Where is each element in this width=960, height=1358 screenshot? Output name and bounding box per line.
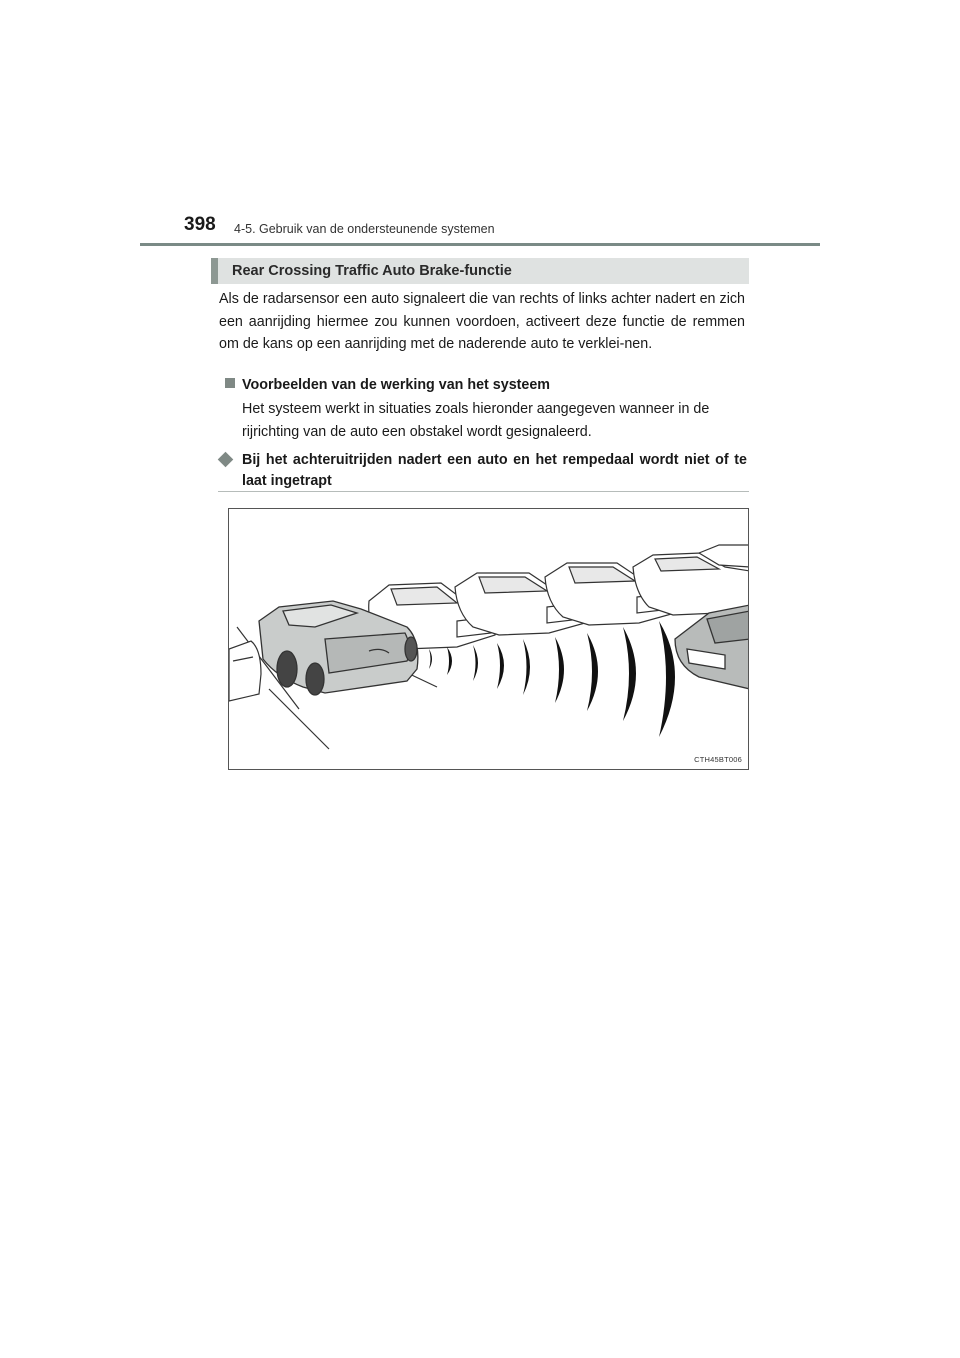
square-bullet-icon — [225, 378, 235, 388]
chapter-title: 4-5. Gebruik van de ondersteunende systemen — [234, 222, 495, 236]
case-divider — [218, 491, 749, 492]
case-heading — [218, 450, 747, 492]
subsection-paragraph: Het systeem werkt in situaties zoals hieronder aangegeven wanneer in de rijrichting van de auto een obstakel wordt gesignaleerd. — [242, 401, 710, 440]
illustration-rear-crossing — [228, 508, 749, 770]
section-title: Rear Crossing Traffic Auto Brake-functie — [232, 263, 512, 279]
parking-lot-illustration — [229, 509, 749, 770]
subsection-title: Voorbeelden van de werking van het systeem — [242, 377, 551, 393]
case-title: Bij het achteruitrijden nadert een auto en het rempedaal wordt niet of te laat ingetrapt — [242, 452, 747, 489]
intro-paragraph: Als de radarsensor een auto signaleert die van rechts of links achter nadert en zich een aanrijding hiermee zou kunnen voordoen, activeert deze functie de remmen om de kans op een aanrijding met de naderende auto te verklei-nen. — [219, 291, 745, 352]
subsection-heading — [225, 374, 550, 396]
header-rule — [140, 243, 820, 246]
approaching-car — [675, 605, 749, 689]
page-number: 398 — [184, 214, 216, 235]
section-heading — [211, 258, 749, 284]
figure-code: CTH45BT006 — [694, 755, 742, 764]
left-parked-car — [229, 641, 261, 701]
